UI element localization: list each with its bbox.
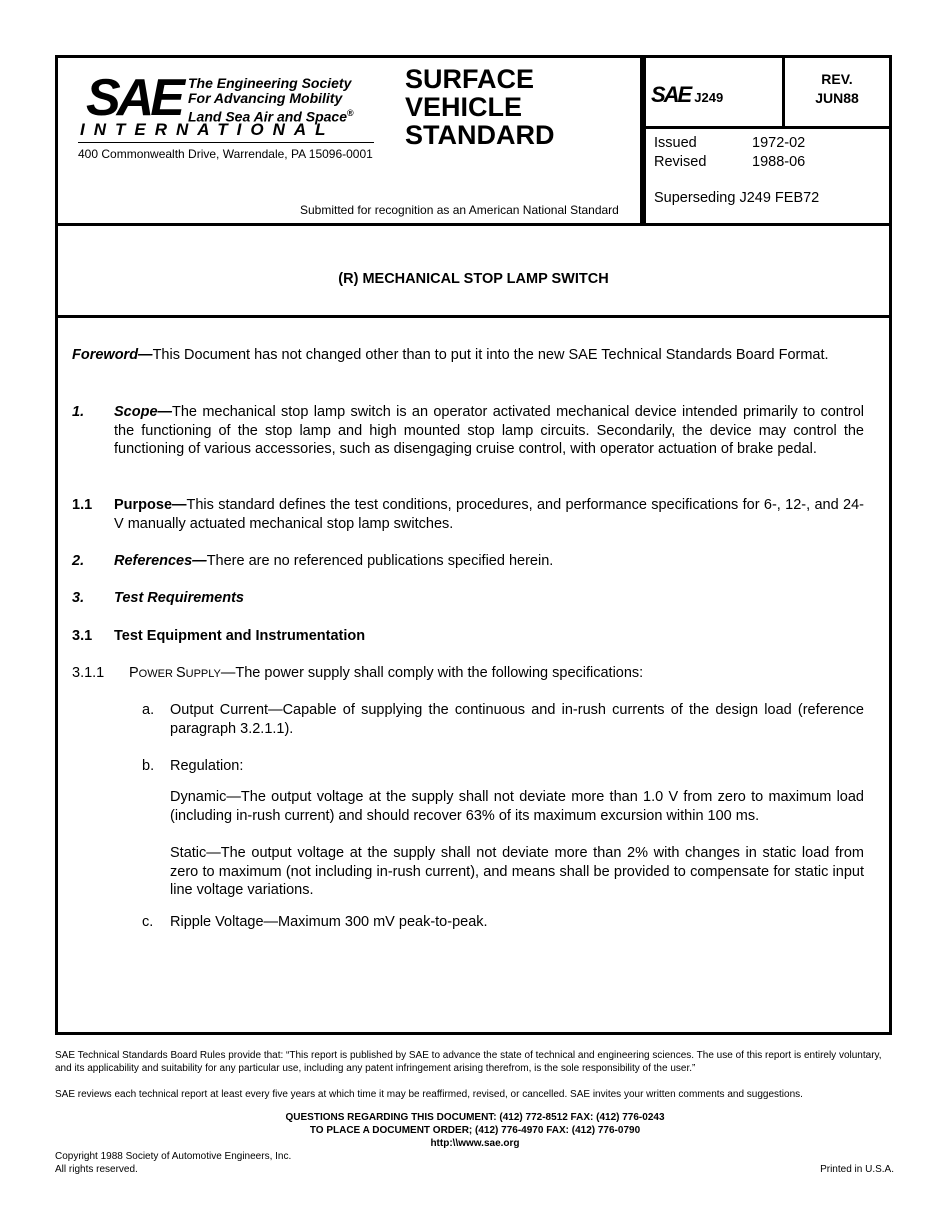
regulation-dynamic: Dynamic—The output voltage at the supply shall not deviate more than 1.0 V from zero to maximum load (including in-rush current) and should recover 63% of its maximum excursion within 100 ms. (170, 789, 864, 824)
revision-box: REV. JUN88 (815, 71, 859, 106)
section-1-1-number: 1.1 (72, 497, 93, 513)
logo-rule (78, 142, 374, 143)
section-3-1-number: 3.1 (72, 628, 93, 644)
submitted-note: Submitted for recognition as an American National Standard (300, 203, 619, 217)
regulation-static: Static—The output voltage at the supply shall not deviate more than 2% with changes in static load from zero to maximum (not including in-rush current), and means shall be provided to compensate for static input line voltage variations. (170, 845, 864, 898)
title-divider (58, 315, 889, 318)
item-a-label: a. (142, 702, 155, 718)
footer-copyright: Copyright 1988 Society of Automotive Engineers, Inc. All rights reserved. (55, 1151, 292, 1175)
website-link[interactable]: http:\\www.sae.org (430, 1138, 520, 1149)
item-c-ripple-voltage: Ripple Voltage—Maximum 300 mV peak-to-peak. (170, 914, 488, 930)
document-title: (R) MECHANICAL STOP LAMP SWITCH (338, 271, 609, 287)
sae-tagline: The Engineering Society For Advancing Mobility Land Sea Air and Space® (188, 75, 354, 125)
header-col-divider-2 (643, 58, 646, 226)
footer-printed: Printed in U.S.A. (820, 1164, 894, 1175)
item-b-label: b. (142, 758, 155, 774)
issue-dates: Issued 1972-02 Revised 1988-06 (654, 135, 806, 170)
superseding: Superseding J249 FEB72 (654, 190, 820, 206)
section-3-1-1-power-supply: POWER SUPPLY—The power supply shall comply with the following specifications: (129, 665, 644, 681)
section-3-1-heading: Test Equipment and Instrumentation (114, 628, 366, 644)
section-2-references: References—There are no referenced publications specified herein. (114, 553, 554, 569)
section-1-scope: Scope—The mechanical stop lamp switch is an operator activated mechanical device intended primarily to control the functioning of the stop lamp and high mounted stop lamp circuits. Secondarily, the device may control the functioning of various accessories, such as disengaging cruise control, with operator actuation of brake pedal. (114, 404, 864, 457)
section-1-number: 1. (72, 404, 85, 420)
doc-number: SAE J249 (651, 82, 724, 107)
footer-review: SAE reviews each technical report at least every five years at which time it may be reaffirmed, revised, or cancelled. SAE invites your written comments and suggestions. (55, 1089, 803, 1100)
section-3-number: 3. (72, 590, 85, 606)
footer-contact: QUESTIONS REGARDING THIS DOCUMENT: (412) 772-8512 FAX: (412) 776-0243 TO PLACE A DOCUMENT ORDER; (412) 776-4970 FAX: (412) 776-0790 http:\\www.sae.org (55, 1111, 895, 1150)
small-sae-logo: SAE (651, 82, 691, 107)
sae-logo: SAE (86, 69, 181, 127)
item-c-label: c. (142, 914, 154, 930)
section-2-number: 2. (72, 553, 85, 569)
item-a-output-current: Output Current—Capable of supplying the continuous and in-rush currents of the design load (reference paragraph 3.2.1.1). (170, 702, 864, 737)
footer-rules: SAE Technical Standards Board Rules provide that: “This report is published by SAE to advance the state of technical and engineering sciences. The use of this report is entirely voluntary, and its applicability and suitability for any particular use, including any patent infringement arising therefrom, is the sole responsibility of the user.” (55, 1050, 882, 1074)
foreword: Foreword—This Document has not changed other than to put it into the new SAE Technical Standards Board Format. (72, 347, 829, 363)
header-divider (58, 223, 889, 226)
standard-type: SURFACE VEHICLE STANDARD (405, 64, 555, 150)
item-b-regulation: Regulation: (170, 758, 244, 774)
section-1-1-purpose: Purpose—This standard defines the test conditions, procedures, and performance specifications for 6-, 12-, and 24-V manually actuated mechanical stop lamp switches. (114, 497, 864, 532)
section-3-heading: Test Requirements (114, 590, 244, 606)
section-3-1-1-number: 3.1.1 (72, 665, 105, 681)
international-wordmark: INTERNATIONAL (80, 120, 335, 139)
address: 400 Commonwealth Drive, Warrendale, PA 15096-0001 (78, 147, 373, 161)
rev-divider (643, 126, 889, 129)
